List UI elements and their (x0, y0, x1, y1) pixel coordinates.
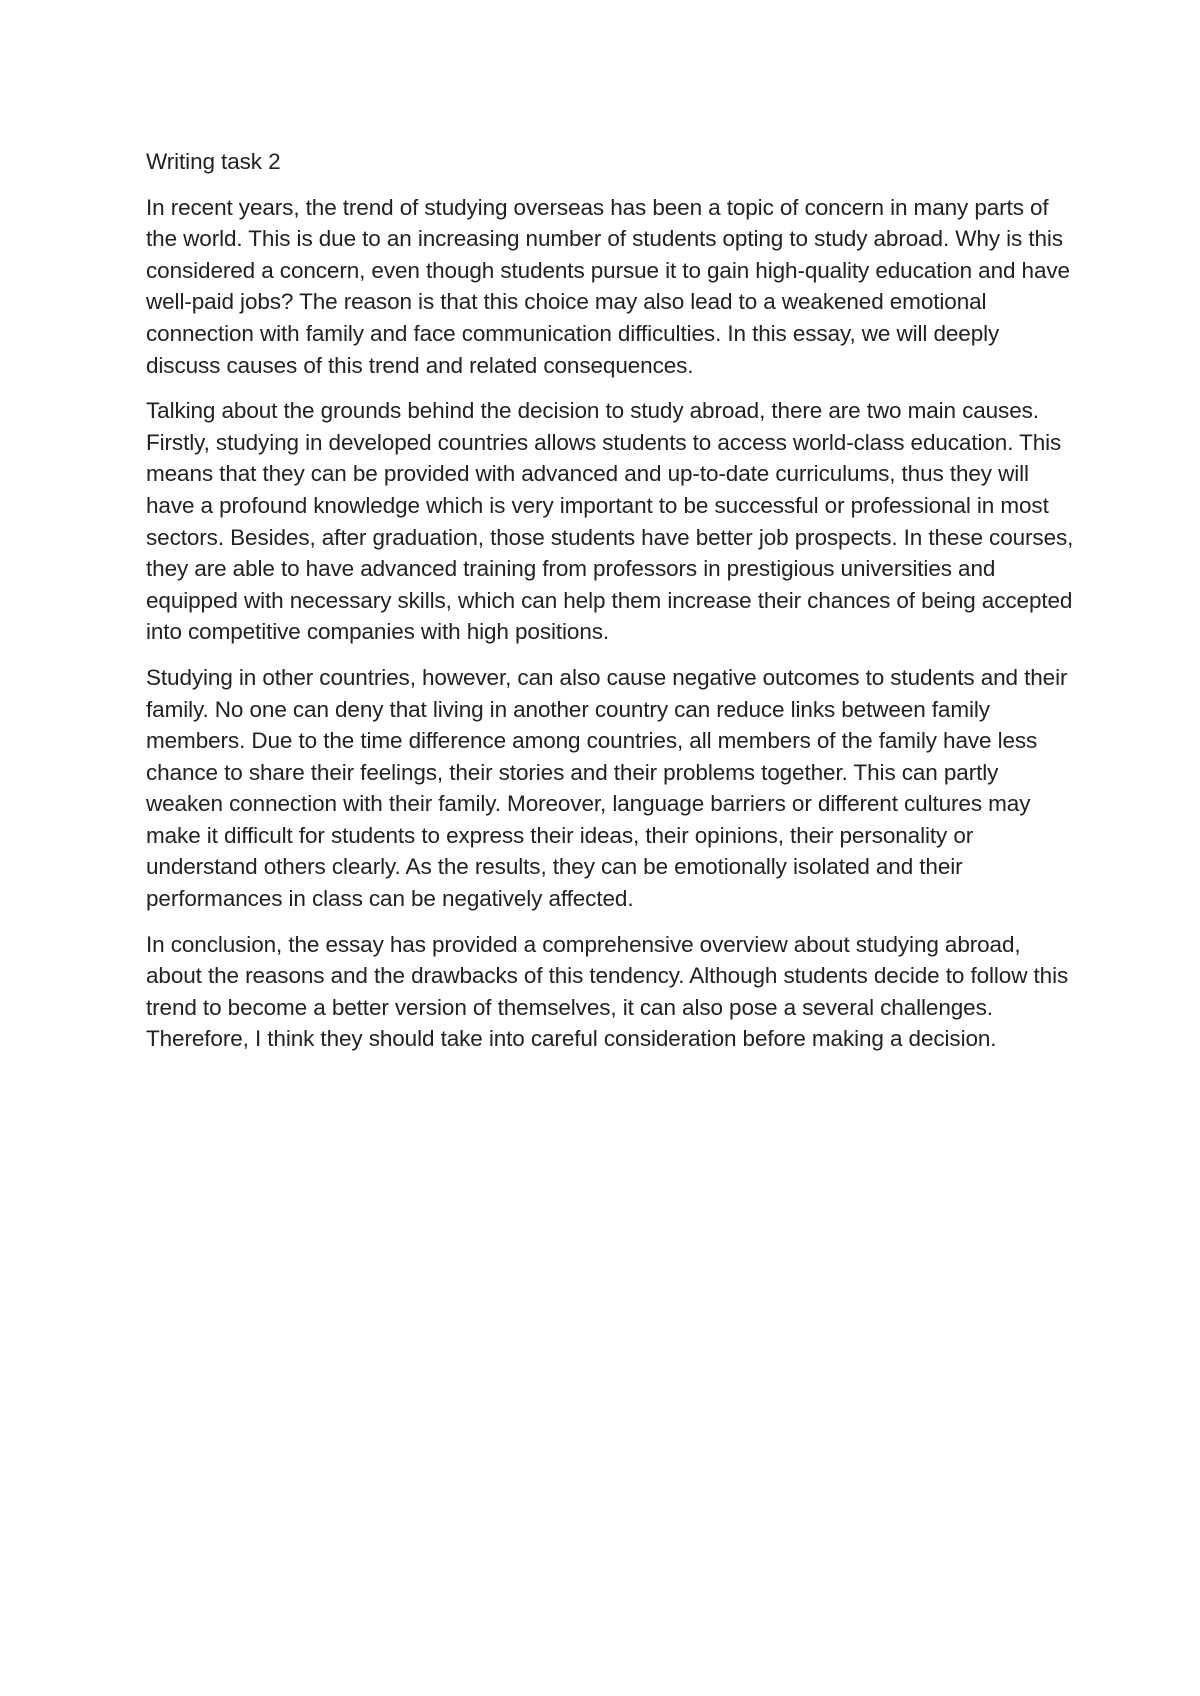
document-body (146, 146, 1076, 1069)
document-title: Writing task 2 (146, 149, 281, 174)
paragraph-consequences: Studying in other countries, however, can also cause negative outcomes to students and their family. No one can deny that living in another country can reduce links between family members. Due to the time difference among countries, all members of the family have less chance to share their feelings, their stories and their problems together. This can partly weaken connection with their family. Moreover, language barriers or different cultures may make it difficult for students to express their ideas, their opinions, their personality or understand others clearly. As the results, they can be emotionally isolated and their performances in class can be negatively affected. (146, 664, 1068, 912)
paragraph-causes: Talking about the grounds behind the decision to study abroad, there are two main causes. Firstly, studying in developed countries allows students to access world-class education. This means that they can be provided with advanced and up-to-date curriculums, thus they will have a profound knowledge which is very important to be successful or professional in most sectors. Besides, after graduation, those students have better job prospects. In these courses, they are able to have advanced training from professors in prestigious universities and equipped with necessary skills, which can help them increase their chances of being accepted into competitive companies with high positions. (146, 398, 1074, 645)
paragraph-conclusion: In conclusion, the essay has provided a comprehensive overview about studying abroad, about the reasons and the drawbacks of this tendency. Although students decide to follow this trend to become a better version of themselves, it can also pose a several challenges. Therefore, I think they should take into careful consideration before making a decision. (146, 931, 1069, 1052)
paragraph-introduction: In recent years, the trend of studying overseas has been a topic of concern in many parts of the world. This is due to an increasing number of students opting to study abroad. Why is this considered a concern, even though students pursue it to gain high-quality education and have well-paid jobs? The reason is that this choice may also lead to a weakened emotional connection with family and face communication difficulties. In this essay, we will deeply discuss causes of this trend and related consequences. (146, 194, 1070, 378)
